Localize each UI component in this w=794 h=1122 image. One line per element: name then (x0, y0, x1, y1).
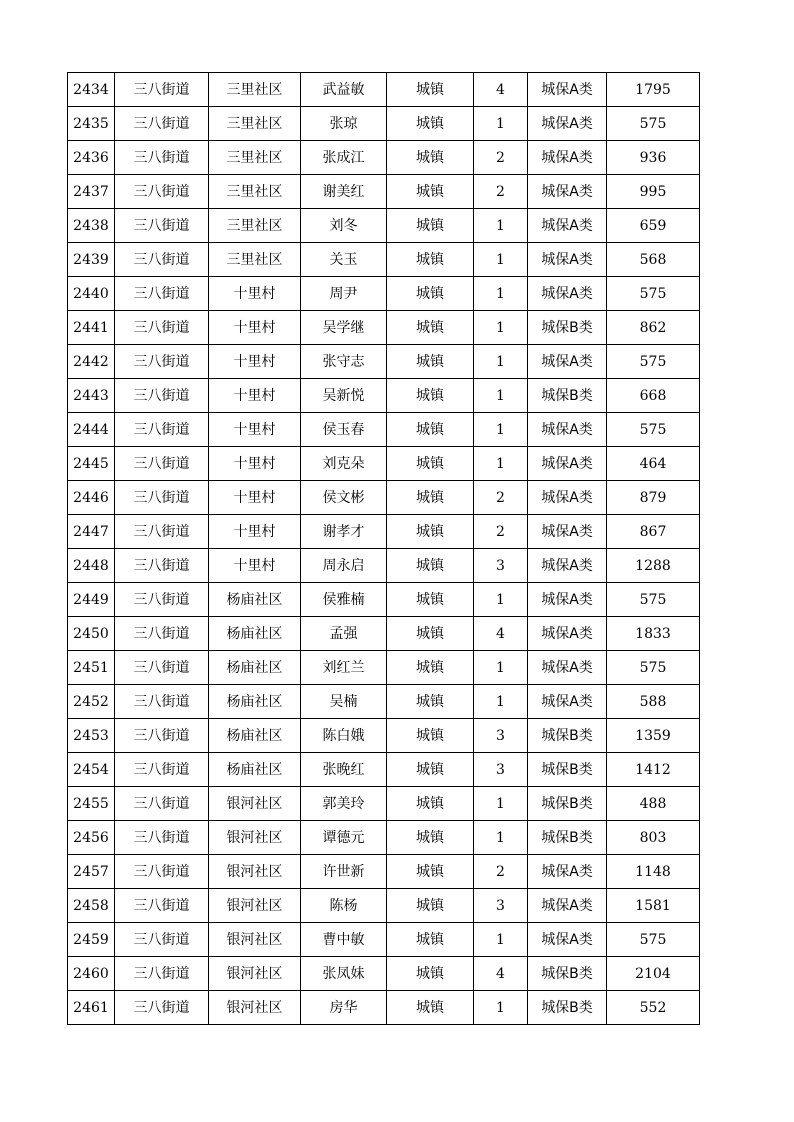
insurance-category-cell: 城保A类 (528, 651, 607, 685)
amount-cell: 575 (607, 413, 700, 447)
amount-cell: 879 (607, 481, 700, 515)
street-cell: 三八街道 (115, 379, 209, 413)
street-cell: 三八街道 (115, 651, 209, 685)
amount-cell: 803 (607, 821, 700, 855)
records-table (67, 72, 700, 1025)
household-members-cell: 1 (474, 209, 528, 243)
area-type-cell: 城镇 (387, 549, 474, 583)
household-members-cell: 2 (474, 175, 528, 209)
amount-cell: 575 (607, 923, 700, 957)
row-id-cell: 2451 (68, 651, 115, 685)
amount-cell: 1581 (607, 889, 700, 923)
table-row (68, 719, 700, 753)
community-cell: 银河社区 (209, 991, 301, 1025)
community-cell: 杨庙社区 (209, 685, 301, 719)
area-type-cell: 城镇 (387, 73, 474, 107)
amount-cell: 1795 (607, 73, 700, 107)
insurance-category-cell: 城保B类 (528, 957, 607, 991)
community-cell: 三里社区 (209, 175, 301, 209)
household-members-cell: 1 (474, 107, 528, 141)
table-row (68, 141, 700, 175)
table-row (68, 277, 700, 311)
row-id-cell: 2439 (68, 243, 115, 277)
row-id-cell: 2454 (68, 753, 115, 787)
street-cell: 三八街道 (115, 685, 209, 719)
amount-cell: 552 (607, 991, 700, 1025)
amount-cell: 575 (607, 277, 700, 311)
street-cell: 三八街道 (115, 209, 209, 243)
person-name-cell: 张晚红 (301, 753, 387, 787)
amount-cell: 659 (607, 209, 700, 243)
person-name-cell: 侯玉春 (301, 413, 387, 447)
street-cell: 三八街道 (115, 889, 209, 923)
insurance-category-cell: 城保B类 (528, 991, 607, 1025)
household-members-cell: 1 (474, 379, 528, 413)
table-row (68, 379, 700, 413)
insurance-category-cell: 城保A类 (528, 583, 607, 617)
row-id-cell: 2456 (68, 821, 115, 855)
person-name-cell: 房华 (301, 991, 387, 1025)
person-name-cell: 吴学继 (301, 311, 387, 345)
area-type-cell: 城镇 (387, 141, 474, 175)
area-type-cell: 城镇 (387, 651, 474, 685)
insurance-category-cell: 城保A类 (528, 515, 607, 549)
community-cell: 银河社区 (209, 923, 301, 957)
area-type-cell: 城镇 (387, 583, 474, 617)
area-type-cell: 城镇 (387, 277, 474, 311)
community-cell: 三里社区 (209, 107, 301, 141)
row-id-cell: 2450 (68, 617, 115, 651)
table-row (68, 481, 700, 515)
table-row (68, 515, 700, 549)
insurance-category-cell: 城保A类 (528, 923, 607, 957)
area-type-cell: 城镇 (387, 311, 474, 345)
row-id-cell: 2445 (68, 447, 115, 481)
area-type-cell: 城镇 (387, 345, 474, 379)
row-id-cell: 2446 (68, 481, 115, 515)
table-row (68, 753, 700, 787)
community-cell: 十里村 (209, 413, 301, 447)
row-id-cell: 2440 (68, 277, 115, 311)
insurance-category-cell: 城保A类 (528, 855, 607, 889)
person-name-cell: 谢孝才 (301, 515, 387, 549)
amount-cell: 488 (607, 787, 700, 821)
community-cell: 十里村 (209, 515, 301, 549)
street-cell: 三八街道 (115, 991, 209, 1025)
insurance-category-cell: 城保A类 (528, 209, 607, 243)
household-members-cell: 2 (474, 855, 528, 889)
household-members-cell: 4 (474, 957, 528, 991)
person-name-cell: 刘红兰 (301, 651, 387, 685)
street-cell: 三八街道 (115, 957, 209, 991)
area-type-cell: 城镇 (387, 243, 474, 277)
street-cell: 三八街道 (115, 481, 209, 515)
amount-cell: 568 (607, 243, 700, 277)
area-type-cell: 城镇 (387, 685, 474, 719)
household-members-cell: 1 (474, 991, 528, 1025)
row-id-cell: 2452 (68, 685, 115, 719)
household-members-cell: 3 (474, 719, 528, 753)
insurance-category-cell: 城保A类 (528, 141, 607, 175)
person-name-cell: 谢美红 (301, 175, 387, 209)
amount-cell: 867 (607, 515, 700, 549)
street-cell: 三八街道 (115, 515, 209, 549)
household-members-cell: 1 (474, 821, 528, 855)
community-cell: 十里村 (209, 447, 301, 481)
household-members-cell: 1 (474, 685, 528, 719)
community-cell: 杨庙社区 (209, 651, 301, 685)
household-members-cell: 1 (474, 923, 528, 957)
insurance-category-cell: 城保A类 (528, 617, 607, 651)
row-id-cell: 2443 (68, 379, 115, 413)
row-id-cell: 2460 (68, 957, 115, 991)
person-name-cell: 张成江 (301, 141, 387, 175)
street-cell: 三八街道 (115, 549, 209, 583)
insurance-category-cell: 城保A类 (528, 175, 607, 209)
household-members-cell: 1 (474, 583, 528, 617)
row-id-cell: 2437 (68, 175, 115, 209)
amount-cell: 588 (607, 685, 700, 719)
street-cell: 三八街道 (115, 447, 209, 481)
area-type-cell: 城镇 (387, 175, 474, 209)
area-type-cell: 城镇 (387, 753, 474, 787)
table-row (68, 73, 700, 107)
household-members-cell: 2 (474, 481, 528, 515)
person-name-cell: 吴楠 (301, 685, 387, 719)
community-cell: 三里社区 (209, 209, 301, 243)
community-cell: 杨庙社区 (209, 753, 301, 787)
insurance-category-cell: 城保A类 (528, 447, 607, 481)
row-id-cell: 2453 (68, 719, 115, 753)
household-members-cell: 1 (474, 787, 528, 821)
person-name-cell: 刘冬 (301, 209, 387, 243)
street-cell: 三八街道 (115, 583, 209, 617)
insurance-category-cell: 城保A类 (528, 685, 607, 719)
row-id-cell: 2438 (68, 209, 115, 243)
table-row (68, 209, 700, 243)
person-name-cell: 谭德元 (301, 821, 387, 855)
insurance-category-cell: 城保A类 (528, 73, 607, 107)
community-cell: 银河社区 (209, 855, 301, 889)
table-row (68, 107, 700, 141)
row-id-cell: 2436 (68, 141, 115, 175)
row-id-cell: 2448 (68, 549, 115, 583)
table-row (68, 685, 700, 719)
community-cell: 十里村 (209, 549, 301, 583)
community-cell: 银河社区 (209, 889, 301, 923)
table-row (68, 345, 700, 379)
household-members-cell: 2 (474, 515, 528, 549)
amount-cell: 575 (607, 345, 700, 379)
person-name-cell: 侯文彬 (301, 481, 387, 515)
area-type-cell: 城镇 (387, 889, 474, 923)
household-members-cell: 1 (474, 311, 528, 345)
street-cell: 三八街道 (115, 141, 209, 175)
area-type-cell: 城镇 (387, 379, 474, 413)
household-members-cell: 1 (474, 243, 528, 277)
table-row (68, 447, 700, 481)
person-name-cell: 吴新悦 (301, 379, 387, 413)
household-members-cell: 1 (474, 447, 528, 481)
household-members-cell: 3 (474, 889, 528, 923)
household-members-cell: 4 (474, 617, 528, 651)
community-cell: 三里社区 (209, 243, 301, 277)
person-name-cell: 张守志 (301, 345, 387, 379)
amount-cell: 1359 (607, 719, 700, 753)
table-row (68, 413, 700, 447)
amount-cell: 1148 (607, 855, 700, 889)
area-type-cell: 城镇 (387, 991, 474, 1025)
area-type-cell: 城镇 (387, 209, 474, 243)
row-id-cell: 2447 (68, 515, 115, 549)
community-cell: 十里村 (209, 345, 301, 379)
household-members-cell: 1 (474, 277, 528, 311)
person-name-cell: 周尹 (301, 277, 387, 311)
insurance-category-cell: 城保A类 (528, 889, 607, 923)
street-cell: 三八街道 (115, 753, 209, 787)
amount-cell: 995 (607, 175, 700, 209)
area-type-cell: 城镇 (387, 481, 474, 515)
amount-cell: 464 (607, 447, 700, 481)
amount-cell: 2104 (607, 957, 700, 991)
row-id-cell: 2455 (68, 787, 115, 821)
community-cell: 十里村 (209, 311, 301, 345)
table-row (68, 549, 700, 583)
community-cell: 三里社区 (209, 141, 301, 175)
person-name-cell: 侯雅楠 (301, 583, 387, 617)
area-type-cell: 城镇 (387, 515, 474, 549)
area-type-cell: 城镇 (387, 821, 474, 855)
amount-cell: 1833 (607, 617, 700, 651)
amount-cell: 862 (607, 311, 700, 345)
insurance-category-cell: 城保B类 (528, 787, 607, 821)
community-cell: 杨庙社区 (209, 617, 301, 651)
street-cell: 三八街道 (115, 821, 209, 855)
person-name-cell: 张凤妹 (301, 957, 387, 991)
table-row (68, 243, 700, 277)
person-name-cell: 关玉 (301, 243, 387, 277)
amount-cell: 575 (607, 583, 700, 617)
amount-cell: 1288 (607, 549, 700, 583)
row-id-cell: 2449 (68, 583, 115, 617)
community-cell: 银河社区 (209, 957, 301, 991)
area-type-cell: 城镇 (387, 617, 474, 651)
person-name-cell: 曹中敏 (301, 923, 387, 957)
community-cell: 杨庙社区 (209, 719, 301, 753)
area-type-cell: 城镇 (387, 107, 474, 141)
person-name-cell: 许世新 (301, 855, 387, 889)
insurance-category-cell: 城保A类 (528, 481, 607, 515)
household-members-cell: 2 (474, 141, 528, 175)
area-type-cell: 城镇 (387, 787, 474, 821)
insurance-category-cell: 城保B类 (528, 311, 607, 345)
area-type-cell: 城镇 (387, 923, 474, 957)
household-members-cell: 1 (474, 345, 528, 379)
amount-cell: 668 (607, 379, 700, 413)
table-row (68, 821, 700, 855)
household-members-cell: 4 (474, 73, 528, 107)
table-row (68, 855, 700, 889)
insurance-category-cell: 城保A类 (528, 413, 607, 447)
amount-cell: 575 (607, 107, 700, 141)
person-name-cell: 郭美玲 (301, 787, 387, 821)
street-cell: 三八街道 (115, 617, 209, 651)
area-type-cell: 城镇 (387, 719, 474, 753)
insurance-category-cell: 城保B类 (528, 821, 607, 855)
amount-cell: 936 (607, 141, 700, 175)
community-cell: 十里村 (209, 277, 301, 311)
row-id-cell: 2441 (68, 311, 115, 345)
household-members-cell: 3 (474, 753, 528, 787)
community-cell: 十里村 (209, 481, 301, 515)
row-id-cell: 2457 (68, 855, 115, 889)
street-cell: 三八街道 (115, 175, 209, 209)
street-cell: 三八街道 (115, 107, 209, 141)
street-cell: 三八街道 (115, 719, 209, 753)
person-name-cell: 武益敏 (301, 73, 387, 107)
street-cell: 三八街道 (115, 243, 209, 277)
row-id-cell: 2444 (68, 413, 115, 447)
row-id-cell: 2442 (68, 345, 115, 379)
person-name-cell: 孟强 (301, 617, 387, 651)
insurance-category-cell: 城保B类 (528, 719, 607, 753)
area-type-cell: 城镇 (387, 447, 474, 481)
insurance-category-cell: 城保B类 (528, 753, 607, 787)
insurance-category-cell: 城保A类 (528, 549, 607, 583)
person-name-cell: 刘克朵 (301, 447, 387, 481)
community-cell: 十里村 (209, 379, 301, 413)
insurance-category-cell: 城保A类 (528, 107, 607, 141)
street-cell: 三八街道 (115, 923, 209, 957)
street-cell: 三八街道 (115, 277, 209, 311)
household-members-cell: 1 (474, 413, 528, 447)
table-row (68, 651, 700, 685)
row-id-cell: 2459 (68, 923, 115, 957)
table-row (68, 583, 700, 617)
area-type-cell: 城镇 (387, 855, 474, 889)
street-cell: 三八街道 (115, 787, 209, 821)
table-row (68, 175, 700, 209)
row-id-cell: 2434 (68, 73, 115, 107)
insurance-category-cell: 城保A类 (528, 345, 607, 379)
insurance-category-cell: 城保A类 (528, 243, 607, 277)
table-row (68, 787, 700, 821)
street-cell: 三八街道 (115, 413, 209, 447)
household-members-cell: 1 (474, 651, 528, 685)
row-id-cell: 2435 (68, 107, 115, 141)
amount-cell: 575 (607, 651, 700, 685)
person-name-cell: 陈杨 (301, 889, 387, 923)
community-cell: 杨庙社区 (209, 583, 301, 617)
area-type-cell: 城镇 (387, 413, 474, 447)
insurance-category-cell: 城保B类 (528, 379, 607, 413)
table-row (68, 617, 700, 651)
table-row (68, 991, 700, 1025)
row-id-cell: 2461 (68, 991, 115, 1025)
household-members-cell: 3 (474, 549, 528, 583)
community-cell: 三里社区 (209, 73, 301, 107)
community-cell: 银河社区 (209, 821, 301, 855)
community-cell: 银河社区 (209, 787, 301, 821)
table-row (68, 923, 700, 957)
amount-cell: 1412 (607, 753, 700, 787)
records-table-body (68, 73, 700, 1025)
area-type-cell: 城镇 (387, 957, 474, 991)
person-name-cell: 陈白娥 (301, 719, 387, 753)
insurance-category-cell: 城保A类 (528, 277, 607, 311)
street-cell: 三八街道 (115, 345, 209, 379)
street-cell: 三八街道 (115, 311, 209, 345)
street-cell: 三八街道 (115, 855, 209, 889)
table-row (68, 957, 700, 991)
person-name-cell: 周永启 (301, 549, 387, 583)
row-id-cell: 2458 (68, 889, 115, 923)
table-row (68, 311, 700, 345)
street-cell: 三八街道 (115, 73, 209, 107)
person-name-cell: 张琼 (301, 107, 387, 141)
table-row (68, 889, 700, 923)
